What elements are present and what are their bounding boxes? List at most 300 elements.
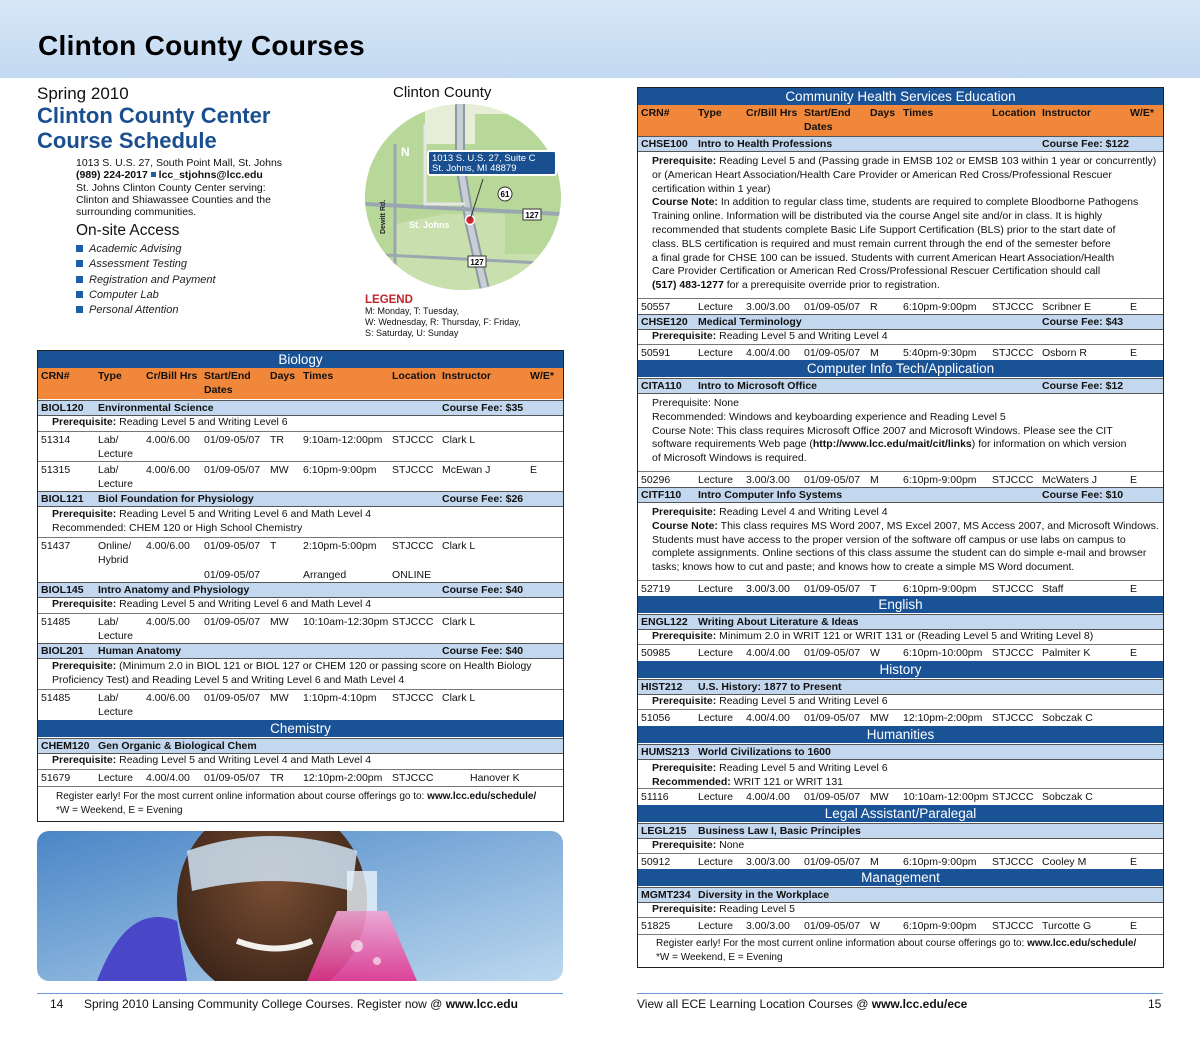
dewitt-label: Dewitt Rd. — [380, 199, 387, 234]
town-label: St. Johns — [409, 220, 450, 230]
dates: 01/09-05/07 — [204, 772, 261, 784]
crn: 50985 — [641, 647, 671, 659]
footnote — [38, 786, 563, 822]
times: 2:10pm-5:00pm — [303, 540, 377, 552]
times: 6:10pm-9:00pm — [903, 474, 977, 486]
times: 6:10pm-9:00pm — [303, 464, 377, 476]
onsite-item: Registration and Payment — [76, 273, 216, 288]
section-header-management: Management — [638, 869, 1163, 886]
instr: Turcotte G — [1042, 920, 1092, 932]
col-times: Times — [903, 107, 934, 119]
instr: Clark L — [442, 540, 476, 552]
course-code: BIOL145 — [41, 584, 84, 596]
col-we: W/E* — [1130, 107, 1154, 119]
course-name: Medical Terminology — [698, 316, 802, 328]
prereq — [38, 659, 563, 689]
right-schedule-table — [637, 87, 1164, 968]
table-row[interactable] — [638, 298, 1163, 314]
course-code: CITF110 — [641, 489, 682, 501]
course-row-engl122[interactable] — [638, 614, 1163, 630]
course-note-text: tasks; knows how to cut and paste; and knows how to create a simple MS Word document. — [652, 561, 1075, 574]
course-row-legl215[interactable] — [638, 823, 1163, 839]
course-row-citf110[interactable] — [638, 487, 1163, 503]
course-note-text: for a prerequisite override prior to registration. — [723, 279, 940, 292]
instr: Staff — [1042, 583, 1064, 595]
col-cr: Cr/Bill Hrs — [746, 107, 798, 119]
course-note-text: recommended that students complete Basic Life Support Certification (BLS) prior to the start date of — [652, 223, 1116, 236]
dates: 01/09-05/07 — [804, 301, 861, 313]
phone: (517) 483-1277 — [652, 279, 724, 292]
course-note-text: ) for information on which version — [971, 438, 1127, 451]
days: T — [270, 540, 277, 552]
prereq-label: Prerequisite: — [652, 155, 717, 167]
course-fee: Course Fee: $40 — [442, 645, 524, 657]
course-code: ENGL122 — [641, 616, 688, 628]
course-note-text: complete assignments. Online sections of this class assume the student can do simple e-mail and browser — [652, 547, 1147, 560]
map-graphic — [365, 104, 561, 290]
student-photo — [37, 831, 563, 981]
course-code: MGMT234 — [641, 889, 691, 901]
center-title-line1: Clinton County Center — [37, 103, 271, 128]
section-header-chemistry: Chemistry — [38, 720, 563, 737]
prereq — [638, 394, 1163, 471]
cr: 4.00/6.00 — [146, 434, 190, 446]
serving-line-2: Clinton and Shiawassee Counties and the — [76, 193, 271, 206]
prereq — [638, 903, 1163, 917]
dates: 01/09-05/07 — [204, 569, 261, 581]
times: 10:10am-12:00pm — [903, 791, 989, 803]
course-code: CHSE100 — [641, 138, 688, 150]
loc: STJCCC — [392, 434, 434, 446]
prereq-text: Reading Level 5 and Writing Level 6 and Math Level 4 — [119, 508, 372, 520]
days: W — [870, 647, 880, 659]
road-61-label: 61 — [500, 190, 510, 199]
prereq-text: (Minimum 2.0 in BIOL 121 or BIOL 127 or CHEM 120 or passing score on Health Biology — [119, 660, 532, 672]
we: E — [1130, 347, 1138, 359]
course-fee: Course Fee: $43 — [1042, 316, 1124, 328]
course-note-text: This class requires MS Word 2007, MS Excel 2007, MS Access 2007, and Microsoft Windows. — [720, 519, 1159, 532]
col-dates-2: Dates — [804, 121, 833, 133]
ece-link[interactable]: www.lcc.edu/ece — [871, 997, 968, 1011]
dates: 01/09-05/07 — [204, 540, 261, 552]
course-row-chse100[interactable] — [638, 136, 1163, 152]
callout-line2: St. Johns, MI 48879 — [432, 163, 517, 174]
center-title — [37, 103, 337, 153]
prereq-text: Reading Level 5 — [719, 903, 796, 915]
course-note-text: Care Provider Certification or American Red Cross/Professional Rescuer Certification should call — [652, 265, 1101, 278]
cr: 3.00/3.00 — [746, 856, 790, 868]
loc: STJCCC — [392, 616, 434, 628]
onsite-list — [76, 242, 216, 318]
section-header-humanities: Humanities — [638, 726, 1163, 743]
instr: Palmiter K — [1042, 647, 1091, 659]
times: 6:10pm-9:00pm — [903, 301, 977, 313]
table-row[interactable] — [638, 471, 1163, 487]
course-name: Intro to Microsoft Office — [698, 380, 817, 392]
prereq-label: Prerequisite: — [652, 903, 717, 915]
col-days: Days — [870, 107, 896, 119]
crn: 50557 — [641, 301, 671, 313]
prereq-label: Prerequisite: — [52, 598, 117, 610]
type: Lecture — [98, 772, 134, 784]
instr: McEwan J — [442, 464, 491, 476]
dates: 01/09-05/07 — [804, 647, 861, 659]
crn: 51116 — [641, 791, 669, 803]
prereq-text: Reading Level 5 and (Passing grade in EMSB 102 or EMSB 103 within 1 year or concurrently) — [719, 155, 1157, 167]
type: Lab/ — [98, 616, 119, 628]
type: Lab/ — [98, 692, 119, 704]
chemistry-student-image — [37, 831, 563, 981]
footnote-legend: *W = Weekend, E = Evening — [656, 952, 783, 963]
days: M — [870, 856, 879, 868]
cr: 4.00/6.00 — [146, 464, 190, 476]
times: 1:10pm-4:10pm — [303, 692, 377, 704]
type2: Lecture — [98, 478, 134, 490]
schedule-link[interactable]: www.lcc.edu/schedule/ — [427, 791, 537, 802]
course-row-mgmt234[interactable] — [638, 887, 1163, 903]
prereq-label: Prerequisite: — [652, 762, 717, 774]
north-arrow-icon: N — [401, 145, 410, 159]
table-row[interactable] — [638, 709, 1163, 725]
instr: Clark L — [442, 616, 476, 628]
table-row[interactable] — [38, 613, 563, 643]
course-name: Intro to Health Professions — [698, 138, 833, 150]
callout-line1: 1013 S. U.S. 27, Suite C — [432, 153, 536, 164]
course-note-text: software requirements Web page ( — [652, 438, 813, 451]
prereq-label: Prerequisite: — [652, 397, 711, 409]
bullet-icon — [151, 172, 156, 177]
course-name: Diversity in the Workplace — [698, 889, 830, 901]
center-address — [76, 157, 316, 218]
course-code: BIOL120 — [41, 402, 84, 414]
instr: Clark L — [442, 692, 476, 704]
dates: 01/09-05/07 — [804, 347, 861, 359]
instr: Sobczak C — [1042, 712, 1093, 724]
times: 6:10pm-9:00pm — [903, 920, 977, 932]
course-name: Intro Computer Info Systems — [698, 489, 843, 501]
loc: STJCCC — [992, 856, 1034, 868]
cr: 3.00/3.00 — [746, 474, 790, 486]
map-callout — [427, 150, 557, 176]
table-row[interactable] — [38, 537, 563, 582]
footnote-legend: *W = Weekend, E = Evening — [56, 805, 183, 816]
col-instr: Instructor — [442, 370, 492, 382]
dates: 01/09-05/07 — [204, 616, 261, 628]
col-loc: Location — [392, 370, 436, 382]
cr: 4.00/4.00 — [746, 712, 790, 724]
table-row[interactable] — [638, 644, 1163, 660]
table-row[interactable] — [638, 917, 1163, 933]
table-row[interactable] — [638, 853, 1163, 869]
prereq-label: Prerequisite: — [652, 839, 717, 851]
course-row-chem120[interactable] — [38, 738, 563, 754]
section-header-biology: Biology — [38, 351, 563, 368]
course-fee: Course Fee: $10 — [1042, 489, 1124, 501]
course-fee: Course Fee: $122 — [1042, 138, 1129, 150]
footer-right — [637, 997, 967, 1011]
prereq-text: Reading Level 5 and Writing Level 4 — [719, 330, 888, 342]
type: Lecture — [698, 474, 734, 486]
instr: Cooley M — [1042, 856, 1087, 868]
type: Lecture — [698, 347, 734, 359]
prereq — [638, 630, 1163, 644]
instr: Scribner E — [1042, 301, 1092, 313]
prereq-text: Reading Level 5 and Writing Level 6 — [719, 762, 888, 774]
course-code: BIOL121 — [41, 493, 84, 505]
course-fee: Course Fee: $35 — [442, 402, 524, 414]
cr: 4.00/4.00 — [746, 647, 790, 659]
type2: Lecture — [98, 706, 134, 718]
recommended-text: Recommended: Windows and keyboarding experience and Reading Level 5 — [652, 410, 1006, 423]
table-row[interactable] — [638, 580, 1163, 596]
dates: 01/09-05/07 — [204, 464, 261, 476]
crn: 51825 — [641, 920, 671, 932]
times: Arranged — [303, 569, 347, 581]
table-row[interactable] — [638, 788, 1163, 804]
crn: 51437 — [41, 540, 71, 552]
type: Lecture — [698, 583, 734, 595]
type: Lecture — [698, 712, 734, 724]
prereq-label: Prerequisite: — [652, 330, 717, 342]
course-name: World Civilizations to 1600 — [698, 746, 831, 758]
legend-title: LEGEND — [365, 294, 413, 306]
phone: (989) 224-2017 — [76, 169, 148, 182]
crn: 51485 — [41, 616, 71, 628]
course-note-text: Training online. Information will be distributed via the course Angel site and/or in class. It is highly — [652, 210, 1103, 223]
table-row[interactable] — [638, 344, 1163, 360]
prereq — [638, 330, 1163, 344]
prereq — [38, 507, 563, 537]
prereq-label: Prerequisite: — [52, 754, 117, 766]
course-name: Writing About Literature & Ideas — [698, 616, 859, 628]
recommended-text: Recommended: CHEM 120 or High School Chemistry — [52, 521, 303, 534]
email-link[interactable]: lcc_stjohns@lcc.edu — [158, 169, 263, 182]
legend-line: S: Saturday, U: Sunday — [365, 327, 459, 338]
course-name: Biol Foundation for Physiology — [98, 493, 254, 505]
recommended-text: WRIT 121 or WRIT 131 — [733, 775, 843, 788]
course-name: Human Anatomy — [98, 645, 182, 657]
course-row-biol201[interactable] — [38, 643, 563, 659]
course-row-cita110[interactable] — [638, 378, 1163, 394]
course-row-hums213[interactable] — [638, 744, 1163, 760]
days: MW — [870, 791, 889, 803]
road-127-label: 127 — [525, 211, 539, 220]
course-row-chse120[interactable] — [638, 314, 1163, 330]
section-header-cit: Computer Info Tech/Application — [638, 360, 1163, 377]
cit-links-url[interactable]: http://www.lcc.edu/mait/cit/links — [812, 438, 972, 451]
course-note-text: Students must have access to the proper version of the software off campus or use labs on campus to — [652, 533, 1126, 546]
table-row[interactable] — [38, 769, 563, 785]
legend-line: W: Wednesday, R: Thursday, F: Friday, — [365, 316, 521, 327]
type: Online/ — [98, 540, 132, 552]
type2: Lecture — [98, 448, 134, 460]
course-name: U.S. History: 1877 to Present — [698, 681, 842, 693]
prereq — [638, 839, 1163, 853]
course-code: HUMS213 — [641, 746, 690, 758]
times: 10:10am-12:30pm — [303, 616, 389, 628]
type: Lab/ — [98, 464, 119, 476]
loc: STJCCC — [992, 347, 1034, 359]
days: M — [870, 347, 879, 359]
prereq-text: certification within 1 year) — [652, 182, 771, 195]
lcc-link[interactable]: www.lcc.edu — [445, 997, 518, 1011]
prereq-text: None — [713, 397, 739, 409]
course-row-hist212[interactable] — [638, 679, 1163, 695]
prereq-text: Reading Level 5 and Writing Level 6 — [119, 416, 288, 428]
course-row-biol121[interactable] — [38, 491, 563, 507]
page-header — [0, 0, 1200, 78]
serving-line-3: surrounding communities. — [76, 206, 197, 219]
course-code: BIOL201 — [41, 645, 84, 657]
days: MW — [270, 692, 289, 704]
type: Lecture — [698, 920, 734, 932]
cr: 4.00/4.00 — [746, 791, 790, 803]
onsite-item: Assessment Testing — [76, 257, 216, 272]
prereq-label: Prerequisite: — [52, 508, 117, 520]
course-code: CHSE120 — [641, 316, 688, 328]
table-row[interactable] — [38, 689, 563, 719]
times: 6:10pm-9:00pm — [903, 583, 977, 595]
prereq — [638, 152, 1163, 298]
dates: 01/09-05/07 — [804, 583, 861, 595]
dates: 01/09-05/07 — [804, 712, 861, 724]
onsite-item: Computer Lab — [76, 288, 216, 303]
loc: STJCCC — [392, 692, 434, 704]
cr: 4.00/4.00 — [746, 347, 790, 359]
col-days: Days — [270, 370, 296, 382]
col-type: Type — [98, 370, 122, 382]
we: E — [1130, 301, 1138, 313]
col-crn: CRN# — [41, 370, 70, 382]
crn: 50912 — [641, 856, 671, 868]
instr: Osborn R — [1042, 347, 1087, 359]
prereq-label: Prerequisite: — [52, 660, 117, 672]
crn: 51485 — [41, 692, 71, 704]
course-note-label: Course Note: — [652, 196, 718, 209]
table-row[interactable] — [38, 461, 563, 491]
type2: Hybrid — [98, 554, 129, 566]
col-times: Times — [303, 370, 334, 382]
course-fee: Course Fee: $26 — [442, 493, 524, 505]
prereq-label: Prerequisite: — [652, 506, 717, 518]
prereq-text: Reading Level 4 and Writing Level 4 — [719, 506, 888, 518]
course-row-biol120[interactable] — [38, 400, 563, 416]
section-header-english: English — [638, 596, 1163, 613]
col-cr: Cr/Bill Hrs — [146, 370, 198, 382]
we: E — [530, 464, 538, 476]
we: E — [1130, 474, 1138, 486]
schedule-link[interactable]: www.lcc.edu/schedule/ — [1027, 938, 1137, 949]
type: Lecture — [698, 856, 734, 868]
crn: 52719 — [641, 583, 671, 595]
prereq-label: Prerequisite: — [652, 695, 717, 707]
prereq-label: Prerequisite: — [52, 416, 117, 428]
course-note-text: Course Note: This class requires Microsoft Office 2007 and Microsoft Windows. Please see the CIT — [652, 424, 1113, 437]
left-schedule-table — [37, 350, 564, 822]
instr: McWaters J — [1042, 474, 1098, 486]
loc: STJCCC — [992, 791, 1034, 803]
footnote — [638, 934, 1163, 968]
table-row[interactable] — [38, 431, 563, 461]
section-header-history: History — [638, 661, 1163, 678]
prereq — [638, 695, 1163, 709]
cr: 4.00/4.00 — [146, 772, 190, 784]
cr: 4.00/6.00 — [146, 540, 190, 552]
prereq-text-2: Proficiency Test) and Reading Level 5 and Writing Level 6 and Math Level 4 — [52, 673, 405, 686]
times: 9:10am-12:00pm — [303, 434, 383, 446]
days: MW — [270, 464, 289, 476]
instr: Sobczak C — [1042, 791, 1093, 803]
crn: 51056 — [641, 712, 671, 724]
course-note-text: a final grade for CHSE 100 can be issued. Students with current American Heart Association/Health — [652, 251, 1115, 264]
days: MW — [270, 616, 289, 628]
course-code: CHEM120 — [41, 740, 90, 752]
cr: 3.00/3.00 — [746, 920, 790, 932]
dates: 01/09-05/07 — [804, 920, 861, 932]
col-crn: CRN# — [641, 107, 670, 119]
course-row-biol145[interactable] — [38, 582, 563, 598]
legend-line: M: Monday, T: Tuesday, — [365, 306, 460, 316]
type: Lecture — [698, 301, 734, 313]
course-note-text: class. BLS certification is required and must remain current through the end of the semester before — [652, 237, 1111, 250]
footer-left — [84, 997, 518, 1011]
we: E — [1130, 856, 1138, 868]
dates: 01/09-05/07 — [804, 856, 861, 868]
cr: 3.00/3.00 — [746, 583, 790, 595]
road-127b-label: 127 — [470, 258, 484, 267]
course-note-text: In addition to regular class time, students are required to complete Bloodborne Pathogens — [720, 196, 1139, 209]
course-code: CITA110 — [641, 380, 682, 392]
loc: STJCCC — [992, 712, 1034, 724]
course-name: Business Law I, Basic Principles — [698, 825, 861, 837]
dates: 01/09-05/07 — [204, 434, 261, 446]
course-code: HIST212 — [641, 681, 683, 693]
days: TR — [270, 434, 284, 446]
section-header-chs: Community Health Services Education — [638, 88, 1163, 105]
col-dates-2: Dates — [204, 384, 233, 396]
map-title: Clinton County — [393, 84, 492, 101]
we: E — [1130, 583, 1138, 595]
footer-right-text: View all ECE Learning Location Courses @ — [637, 997, 872, 1011]
footnote-text: Register early! For the most current online information about course offerings go to: — [56, 791, 425, 802]
course-name: Environmental Science — [98, 402, 214, 414]
type: Lecture — [698, 791, 734, 803]
location-map — [365, 104, 561, 290]
instr: Hanover K — [470, 772, 520, 784]
times: 12:10pm-2:00pm — [903, 712, 983, 724]
onsite-item: Academic Advising — [76, 242, 216, 257]
serving-line: St. Johns Clinton County Center serving: — [76, 181, 266, 194]
course-note-text: of Microsoft Windows is required. — [652, 452, 807, 465]
loc: STJCCC — [392, 464, 434, 476]
prereq — [38, 598, 563, 613]
contact-line — [76, 169, 316, 181]
instr: Clark L — [442, 434, 476, 446]
course-code: LEGL215 — [641, 825, 687, 837]
loc: STJCCC — [392, 772, 434, 784]
times: 6:10pm-10:00pm — [903, 647, 983, 659]
column-header-row — [638, 105, 1163, 136]
crn: 51315 — [41, 464, 71, 476]
dates: 01/09-05/07 — [804, 791, 861, 803]
section-header-legal: Legal Assistant/Paralegal — [638, 805, 1163, 822]
course-fee: Course Fee: $40 — [442, 584, 524, 596]
course-fee: Course Fee: $12 — [1042, 380, 1124, 392]
cr: 4.00/5.00 — [146, 616, 190, 628]
loc: STJCCC — [992, 301, 1034, 313]
prereq — [38, 416, 563, 431]
prereq-text: Reading Level 5 and Writing Level 6 and Math Level 4 — [119, 598, 372, 610]
